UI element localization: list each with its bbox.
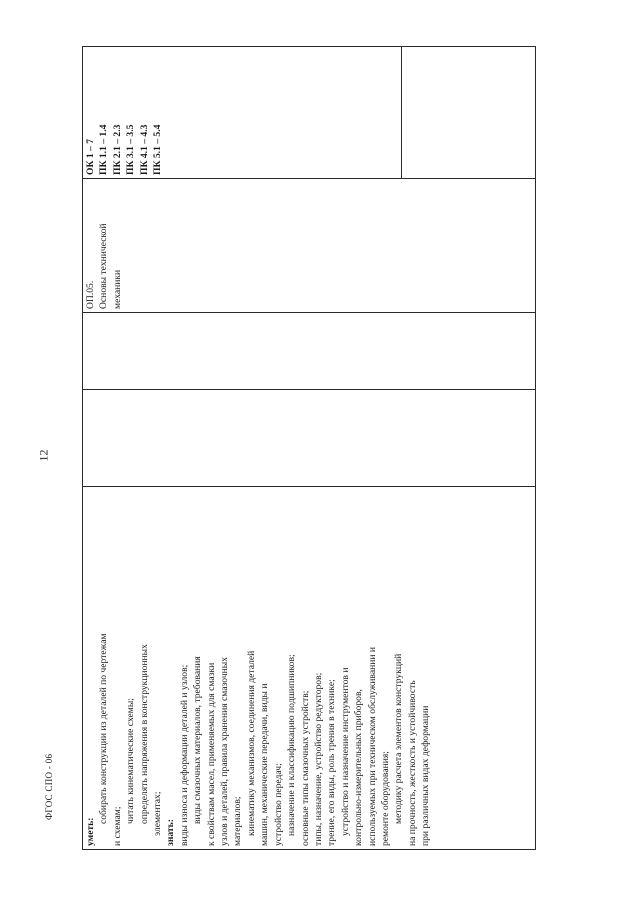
knowledge-line: узлов и деталей, правила хранения смазочных: [219, 656, 231, 846]
document-footer: ФГОС СПО - 06: [44, 753, 54, 820]
discipline-title-line: механики: [111, 269, 123, 309]
discipline-code: ОП.05.: [85, 280, 96, 309]
knowledge-line: кинематику механизмов, соединения деталей: [245, 650, 257, 836]
skill-line: читать кинематические схемы;: [125, 698, 137, 824]
knowledge-line: используемых при техническом обслуживании и: [366, 646, 378, 846]
page-number: 12: [36, 449, 51, 462]
knowledge-line: контрольно-измерительных приборов,: [353, 689, 365, 846]
competency-code: ПК 4.1 – 4.3: [138, 124, 150, 175]
knowledge-line: типы, назначение, устройство редукторов;: [312, 672, 324, 846]
knowledge-line: назначение и классификацию подшипников;: [286, 654, 298, 836]
knowledge-line: методику расчета элементов конструкций: [393, 653, 405, 824]
knowledge-line: ремонте оборудования;: [379, 751, 391, 846]
competency-code: ПК 1.1 – 1.4: [98, 124, 110, 175]
knowledge-line: материалов;: [232, 796, 244, 846]
skill-line: определять напряжения в конструкционных: [138, 644, 150, 824]
competency-code: ПК 3.1 – 3.5: [125, 124, 137, 175]
knowledge-line: виды смазочных материалов, требования: [192, 656, 204, 824]
hours-cell-empty: [83, 390, 536, 487]
knowledge-line: при различных видах деформации: [420, 705, 432, 846]
curriculum-table: [82, 46, 536, 850]
knowledge-line: основные типы смазочных устройств;: [299, 690, 311, 846]
skill-line: элементах;: [152, 791, 164, 836]
hours-cell-empty: [83, 313, 536, 390]
knowledge-line: на прочность, жесткость и устойчивость: [406, 680, 418, 846]
competency-code: ОК 1 – 7: [85, 138, 96, 175]
knowledge-line: устройство и назначение инструментов и: [339, 667, 351, 836]
curriculum-table-frame: [82, 47, 536, 850]
competency-code: ПК 5.1 – 5.4: [152, 124, 164, 175]
competencies-cell: [83, 47, 402, 179]
skill-line: и схемам;: [111, 806, 123, 846]
discipline-cell: [83, 179, 536, 313]
knowledge-line: устройство передач;: [272, 763, 284, 846]
knowledge-line: машин, механические передачи, виды и: [259, 683, 271, 846]
discipline-title-line: Основы технической: [98, 223, 110, 309]
skill-line: собирать конструкции из деталей по чертежам: [98, 633, 110, 824]
table-row: [83, 47, 402, 850]
znat-heading: знать:: [165, 819, 177, 846]
skills-knowledge-cell: [83, 487, 536, 850]
rotated-table-container: [82, 47, 536, 850]
knowledge-line: к свойствам масел, применяемых для смазки: [205, 662, 217, 846]
knowledge-line: виды износа и деформации деталей и узлов;: [178, 664, 190, 846]
competency-code: ПК 2.1 – 2.3: [111, 124, 123, 175]
umet-heading: уметь:: [85, 817, 96, 846]
knowledge-line: трение, его виды, роль трения в технике;: [326, 679, 338, 846]
competencies-cell-empty: [402, 47, 536, 179]
